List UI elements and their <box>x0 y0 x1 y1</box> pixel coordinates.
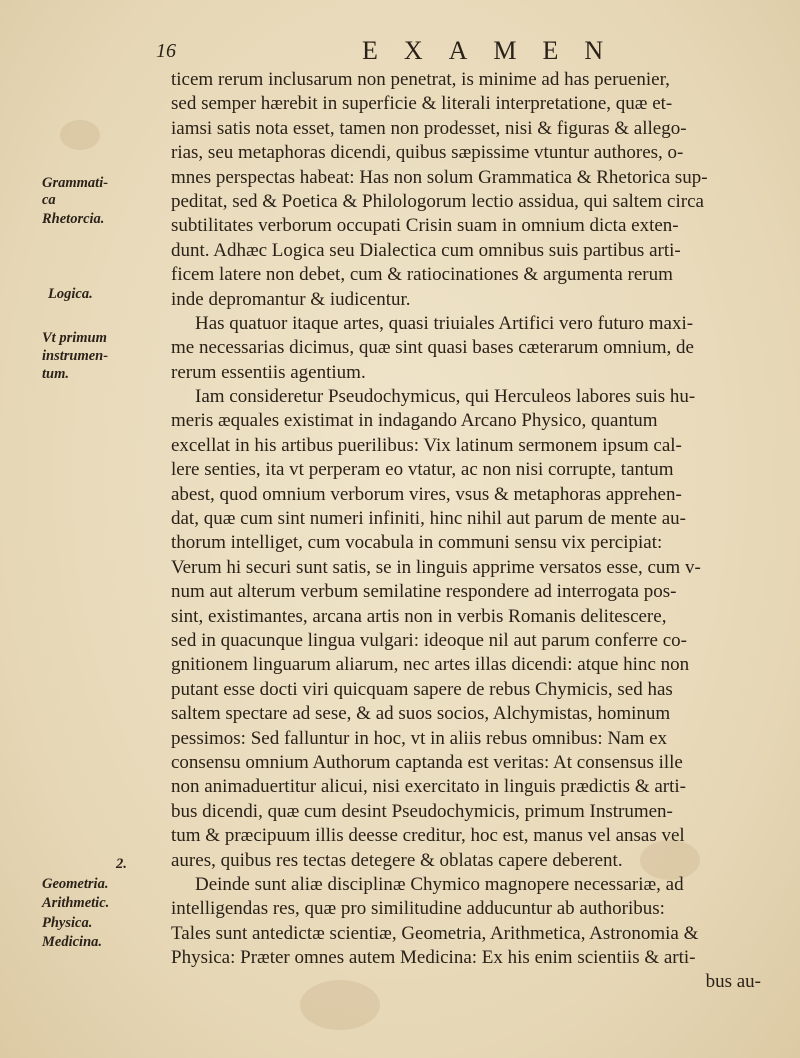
text-line: aures, quibus res tectas detegere & oblatas capere deberent. <box>171 849 623 871</box>
margin-note-medicina: Medicina. <box>42 934 103 950</box>
text-line: dunt. Adhæc Logica seu Dialectica cum omnibus suis partibus arti- <box>171 239 681 261</box>
margin-notes <box>0 0 150 1058</box>
text-line: rias, seu metaphoras dicendi, quibus sæpissime vtuntur authores, o- <box>171 142 684 164</box>
text-line: tum & præcipuum illis deesse creditur, hoc est, manus vel ansas vel <box>171 825 685 847</box>
margin-note-instrumen: instrumen- <box>42 348 109 364</box>
margin-note-number-2: 2. <box>116 856 127 872</box>
margin-note-logica: Logica. <box>48 286 93 302</box>
margin-note-geometria: Geometria. <box>42 876 109 892</box>
text-line: consensu omnium Authorum captanda est veritas: At consensus ille <box>171 751 683 773</box>
text-line: Deinde sunt aliæ disciplinæ Chymico magnopere necessariæ, ad <box>195 873 684 895</box>
text-line: ticem rerum inclusarum non penetrat, is minime ad has peruenier, <box>171 69 670 90</box>
text-line: dat, quæ cum sint numeri infiniti, hinc nihil aut parum de mente au- <box>171 508 687 530</box>
margin-note-ca: ca <box>42 192 56 208</box>
running-title: EXAMEN <box>362 36 630 65</box>
text-line: thorum intelliget, cum vocabula in communi sensu vix percipiat: <box>171 532 663 554</box>
text-line: Verum hi securi sunt satis, se in linguis apprime versatos esse, cum v- <box>171 556 701 578</box>
text-line: non animaduertitur alicui, nisi exercitato in linguis prædictis & arti- <box>171 776 686 798</box>
page-header <box>150 36 750 70</box>
text-line: putant esse docti viri quicquam sapere de rebus Chymicis, sed has <box>171 678 673 700</box>
catchword: bus au- <box>705 971 761 993</box>
text-line: subtilitates verborum occupati Crisin suam in omnium dicta exten- <box>171 215 679 237</box>
text-line: sed in quacunque lingua vulgari: ideoque nil aut parum conferre co- <box>171 629 687 651</box>
margin-note-tum: tum. <box>42 366 69 382</box>
text-line: rerum essentiis agentium. <box>171 361 366 383</box>
text-line: Has quatuor itaque artes, quasi triuiales Artifici vero futuro maxi- <box>195 312 694 334</box>
margin-note-physica: Physica. <box>42 915 93 931</box>
text-line: saltem spectare ad sese, & ad suos socios, Alchymistas, hominum <box>171 703 671 725</box>
text-line: Physica: Præter omnes autem Medicina: Ex his enim scientiis & arti- <box>171 947 696 969</box>
text-line: iamsi satis nota esset, tamen non prodesset, nisi & figuras & allego- <box>171 117 687 139</box>
text-line: bus dicendi, quæ cum desint Pseudochymicis, primum Instrumen- <box>171 800 673 822</box>
text-line: lere senties, ita vt perperam eo vtatur, ac non nisi corrupte, tantum <box>171 459 674 481</box>
text-line: num aut alterum verbum semilatine respondere ad interrogata pos- <box>171 581 677 603</box>
text-line: sed semper hærebit in superficie & literali interpretatione, quæ et- <box>171 93 673 115</box>
margin-note-grammatica: Grammati- <box>42 175 109 191</box>
text-line: meris æquales existimat in indagando Arcano Physico, quantum <box>171 410 658 432</box>
text-line: pessimos: Sed falluntur in hoc, vt in aliis rebus omnibus: Nam ex <box>171 727 668 749</box>
text-line: mnes perspectas habeat: Has non solum Grammatica & Rhetorica sup- <box>171 166 708 188</box>
text-line: abest, quod omnium verborum vires, vsus & metaphoras apprehen- <box>171 483 682 505</box>
text-line: inde depromantur & iudicentur. <box>171 288 411 310</box>
body-text <box>171 68 771 995</box>
margin-note-rhetorica: Rhetorcia. <box>42 211 105 227</box>
text-line: excellat in his artibus puerilibus: Vix latinum sermonem ipsum cal- <box>171 434 682 456</box>
text-line: peditat, sed & Poetica & Philologorum lectio assidua, qui saltem circa <box>171 190 704 212</box>
text-line: Iam consideretur Pseudochymicus, qui Herculeos labores suis hu- <box>195 386 696 408</box>
text-line: Tales sunt antedictæ scientiæ, Geometria, Arithmetica, Astronomia & <box>171 922 699 944</box>
text-line: ficem latere non debet, cum & ratiocinationes & argumenta rerum <box>171 264 673 286</box>
text-line: me necessarias dicimus, quæ sint quasi bases cæterarum omnium, de <box>171 337 694 359</box>
page-number: 16 <box>156 40 176 62</box>
margin-note-arithmetica: Arithmetic. <box>42 895 110 911</box>
margin-note-vt-primum: Vt primum <box>42 330 107 346</box>
text-line: intelligendas res, quæ pro similitudine adducuntur ab authoribus: <box>171 898 665 920</box>
text-line: sint, existimantes, arcana artis non in verbis Romanis delitescere, <box>171 605 667 627</box>
text-line: gnitionem linguarum aliarum, nec artes illas dicendi: atque hinc non <box>171 654 690 676</box>
